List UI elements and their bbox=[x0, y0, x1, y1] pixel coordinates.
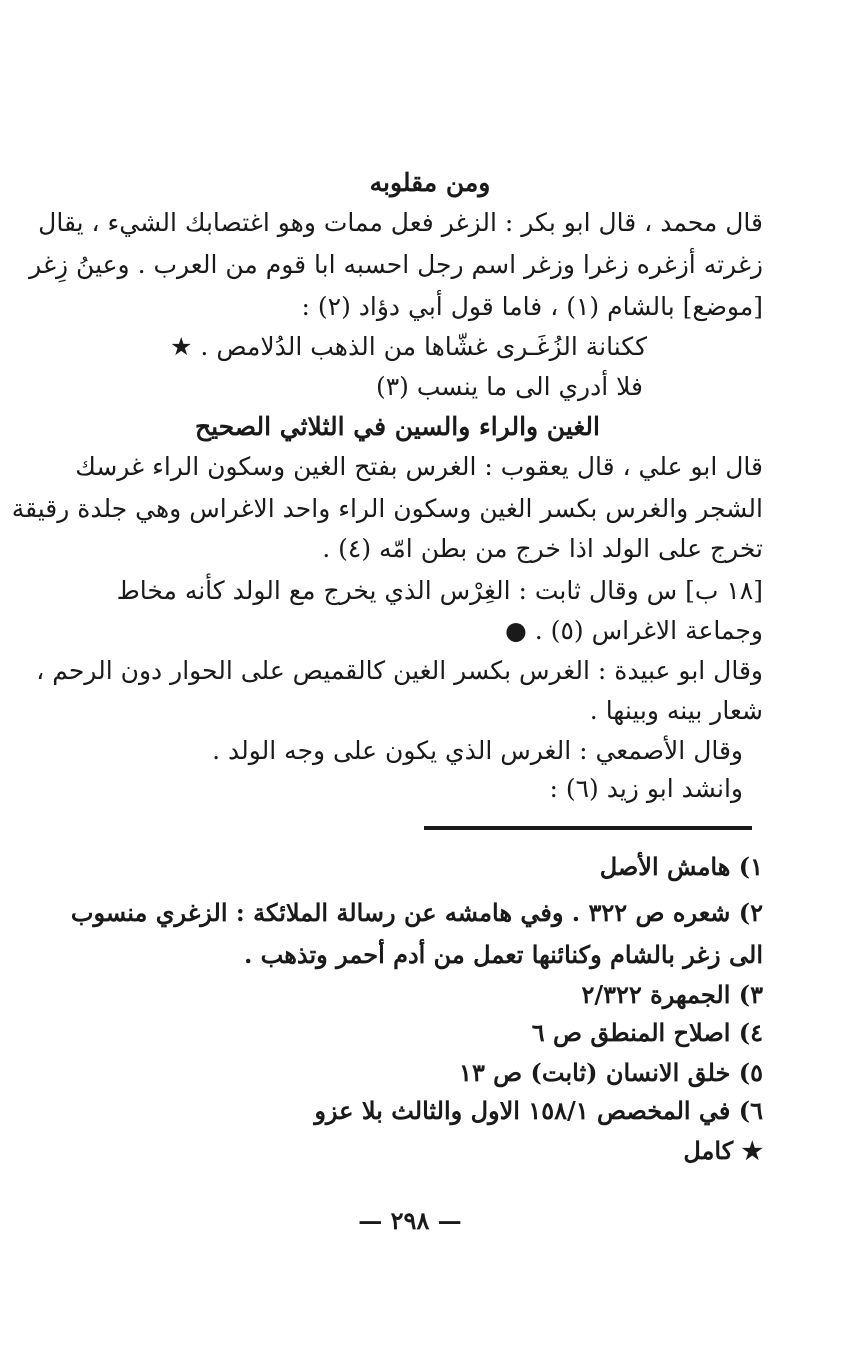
page-number: — ٢٩٨ — bbox=[358, 1206, 462, 1235]
section-2-title: الغين والراء والسين في الثلاثي الصحيح bbox=[194, 412, 600, 441]
footnote-meter-note: ★ كامل bbox=[683, 1136, 763, 1165]
paragraph-5: وقال الأصمعي : الغرس الذي يكون على وجه الولد . bbox=[212, 736, 743, 765]
paragraph-6: وانشد ابو زيد (٦) : bbox=[549, 774, 743, 803]
footnote-2-continued: الى زغر بالشام وكنائنها تعمل من أدم أحمر وتذهب . bbox=[243, 940, 763, 969]
paragraph-2-line-1: قال ابو علي ، قال يعقوب : الغرس بفتح الغين وسكون الراء غرسك bbox=[75, 452, 763, 481]
paragraph-2-line-3: تخرج على الولد اذا خرج من بطن امّه (٤) . bbox=[322, 534, 763, 563]
verse-line bbox=[170, 330, 647, 364]
footnote-6: ٦) في المخصص ١٥٨/١ الاول والثالث بلا عزو bbox=[314, 1096, 763, 1125]
footnote-4: ٤) اصلاح المنطق ص ٦ bbox=[531, 1018, 763, 1047]
verse-after-line: فلا أدري الى ما ينسب (٣) bbox=[375, 372, 643, 401]
verse-text: ككنانة الزُغَـرى غشّاها من الذهب الدُلامص . bbox=[200, 332, 647, 361]
footnote-3: ٣) الجمهرة ٢/٣٢٢ bbox=[581, 980, 763, 1009]
section-title: ومن مقلوبه bbox=[369, 168, 491, 197]
paragraph-4-line-1: وقال ابو عبيدة : الغرس بكسر الغين كالقميص على الحوار دون الرحم ، bbox=[36, 656, 763, 685]
paragraph-1-line-1: قال محمد ، قال ابو بكر : الزغر فعل ممات وهو اغتصابك الشيء ، يقال bbox=[38, 208, 763, 237]
paragraph-3-line-1: [١٨ ب] س وقال ثابت : الغِرْس الذي يخرج مع الولد كأنه مخاط bbox=[116, 576, 763, 605]
paragraph-4-line-2: شعار بينه وبينها . bbox=[589, 696, 763, 725]
verse-star-marker: ★ bbox=[170, 332, 193, 361]
paragraph-2-line-2: الشجر والغرس بكسر الغين وسكون الراء واحد الاغراس وهي جلدة رقيقة bbox=[11, 494, 763, 523]
footnote-2: ٢) شعره ص ٣٢٢ . وفي هامشه عن رسالة الملائكة : الزغري منسوب bbox=[70, 898, 763, 927]
footnote-5: ٥) خلق الانسان (ثابت) ص ١٣ bbox=[459, 1058, 763, 1087]
footnote-1: ١) هامش الأصل bbox=[599, 852, 763, 881]
footnote-divider bbox=[424, 826, 752, 830]
paragraph-1-line-3: [موضع] بالشام (١) ، فاما قول أبي دؤاد (٢) : bbox=[301, 292, 763, 321]
paragraph-1-line-2: زغرته أزغره زغرا وزغر اسم رجل احسبه ابا قوم من العرب . وعينُ زِغر bbox=[29, 250, 763, 279]
paragraph-3-line-2: وجماعة الاغراس (٥) . ● bbox=[505, 616, 763, 645]
